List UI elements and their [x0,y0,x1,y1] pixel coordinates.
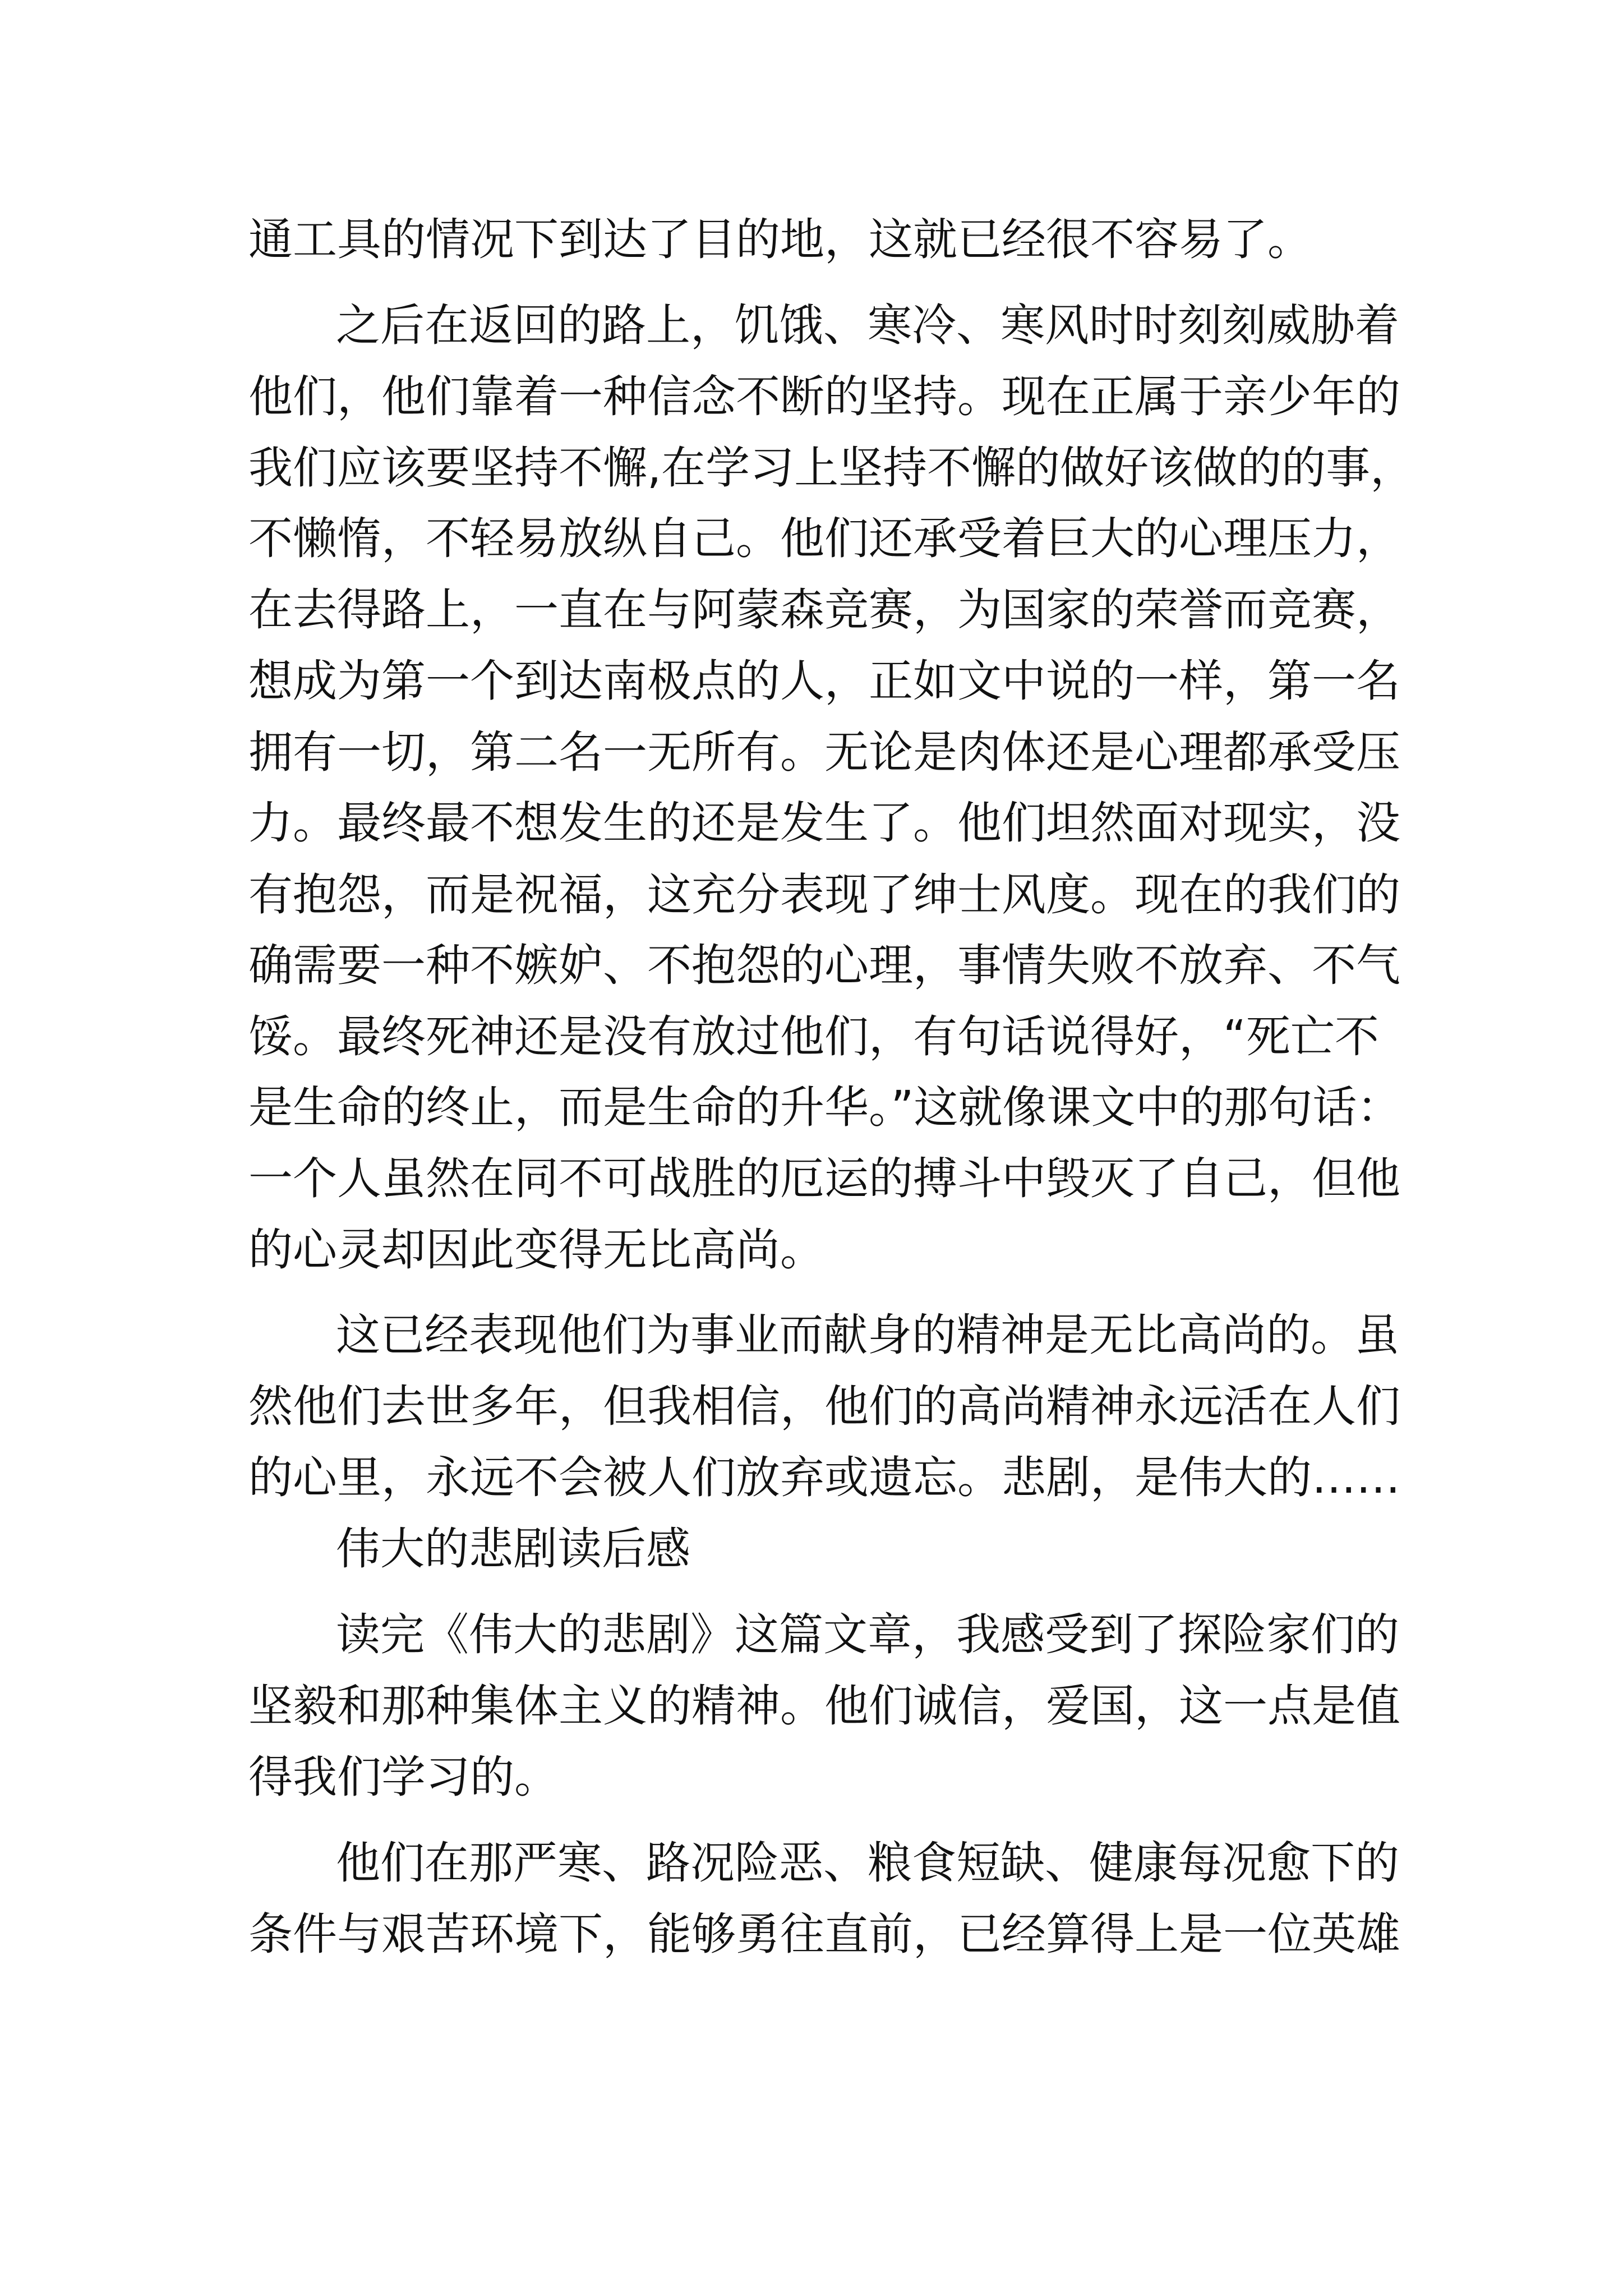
text-line: 确需要一种不嫉妒、不抱怨的心理，事情失败不放弃、不气 [248,940,1400,991]
text-line: 一个人虽然在同不可战胜的厄运的搏斗中毁灭了自己，但他 [248,1153,1400,1204]
text-line: 这已经表现他们为事业而献身的精神是无比高尚的。虽 [336,1309,1399,1361]
text-line: 条件与艰苦环境下，能够勇往直前，已经算得上是一位英雄 [248,1908,1400,1960]
text-line: 在去得路上，一直在与阿蒙森竞赛，为国家的荣誉而竞赛， [248,584,1400,636]
text-line: 得我们学习的。 [248,1751,559,1803]
text-line: 之后在返回的路上，饥饿、寒冷、寒风时时刻刻威胁着 [336,300,1399,351]
text-line: 的心灵却因此变得无比高尚。 [248,1224,824,1276]
text-line: 有抱怨，而是祝福，这充分表现了绅士风度。现在的我们的 [248,869,1400,921]
text-line: 是生命的终止，而是生命的升华。”这就像课文中的那句话： [248,1082,1401,1133]
text-line: 力。最终最不想发生的还是发生了。他们坦然面对现实，没 [248,797,1400,849]
text-line: 他们在那严寒、路况险恶、粮食短缺、健康每况愈下的 [336,1837,1399,1889]
text-line: 馁。最终死神还是没有放过他们，有句话说得好，“死亡不 [248,1011,1379,1062]
section-heading: 伟大的悲剧读后感 [336,1523,690,1575]
text-line: 然他们去世多年，但我相信，他们的高尚精神永远活在人们 [248,1381,1400,1432]
text-line: 的心里，永远不会被人们放弃或遗忘。悲剧，是伟大的…… [248,1452,1400,1503]
text-line: 坚毅和那种集体主义的精神。他们诚信，爱国，这一点是值 [248,1680,1400,1732]
text-line: 想成为第一个到达南极点的人，正如文中说的一样，第一名 [248,655,1400,707]
text-line: 读完《伟大的悲剧》这篇文章，我感受到了探险家们的 [336,1609,1399,1660]
text-line: 不懒惰，不轻易放纵自己。他们还承受着巨大的心理压力， [248,513,1400,564]
text-line: 他们，他们靠着一种信念不断的坚持。现在正属于亲少年的 [248,371,1400,422]
text-line: 拥有一切，第二名一无所有。无论是肉体还是心理都承受压 [248,726,1400,778]
text-line: 我们应该要坚持不懈,在学习上坚持不懈的做好该做的的事， [248,442,1415,494]
text-line: 通工具的情况下到达了目的地，这就已经很不容易了。 [248,214,1312,265]
